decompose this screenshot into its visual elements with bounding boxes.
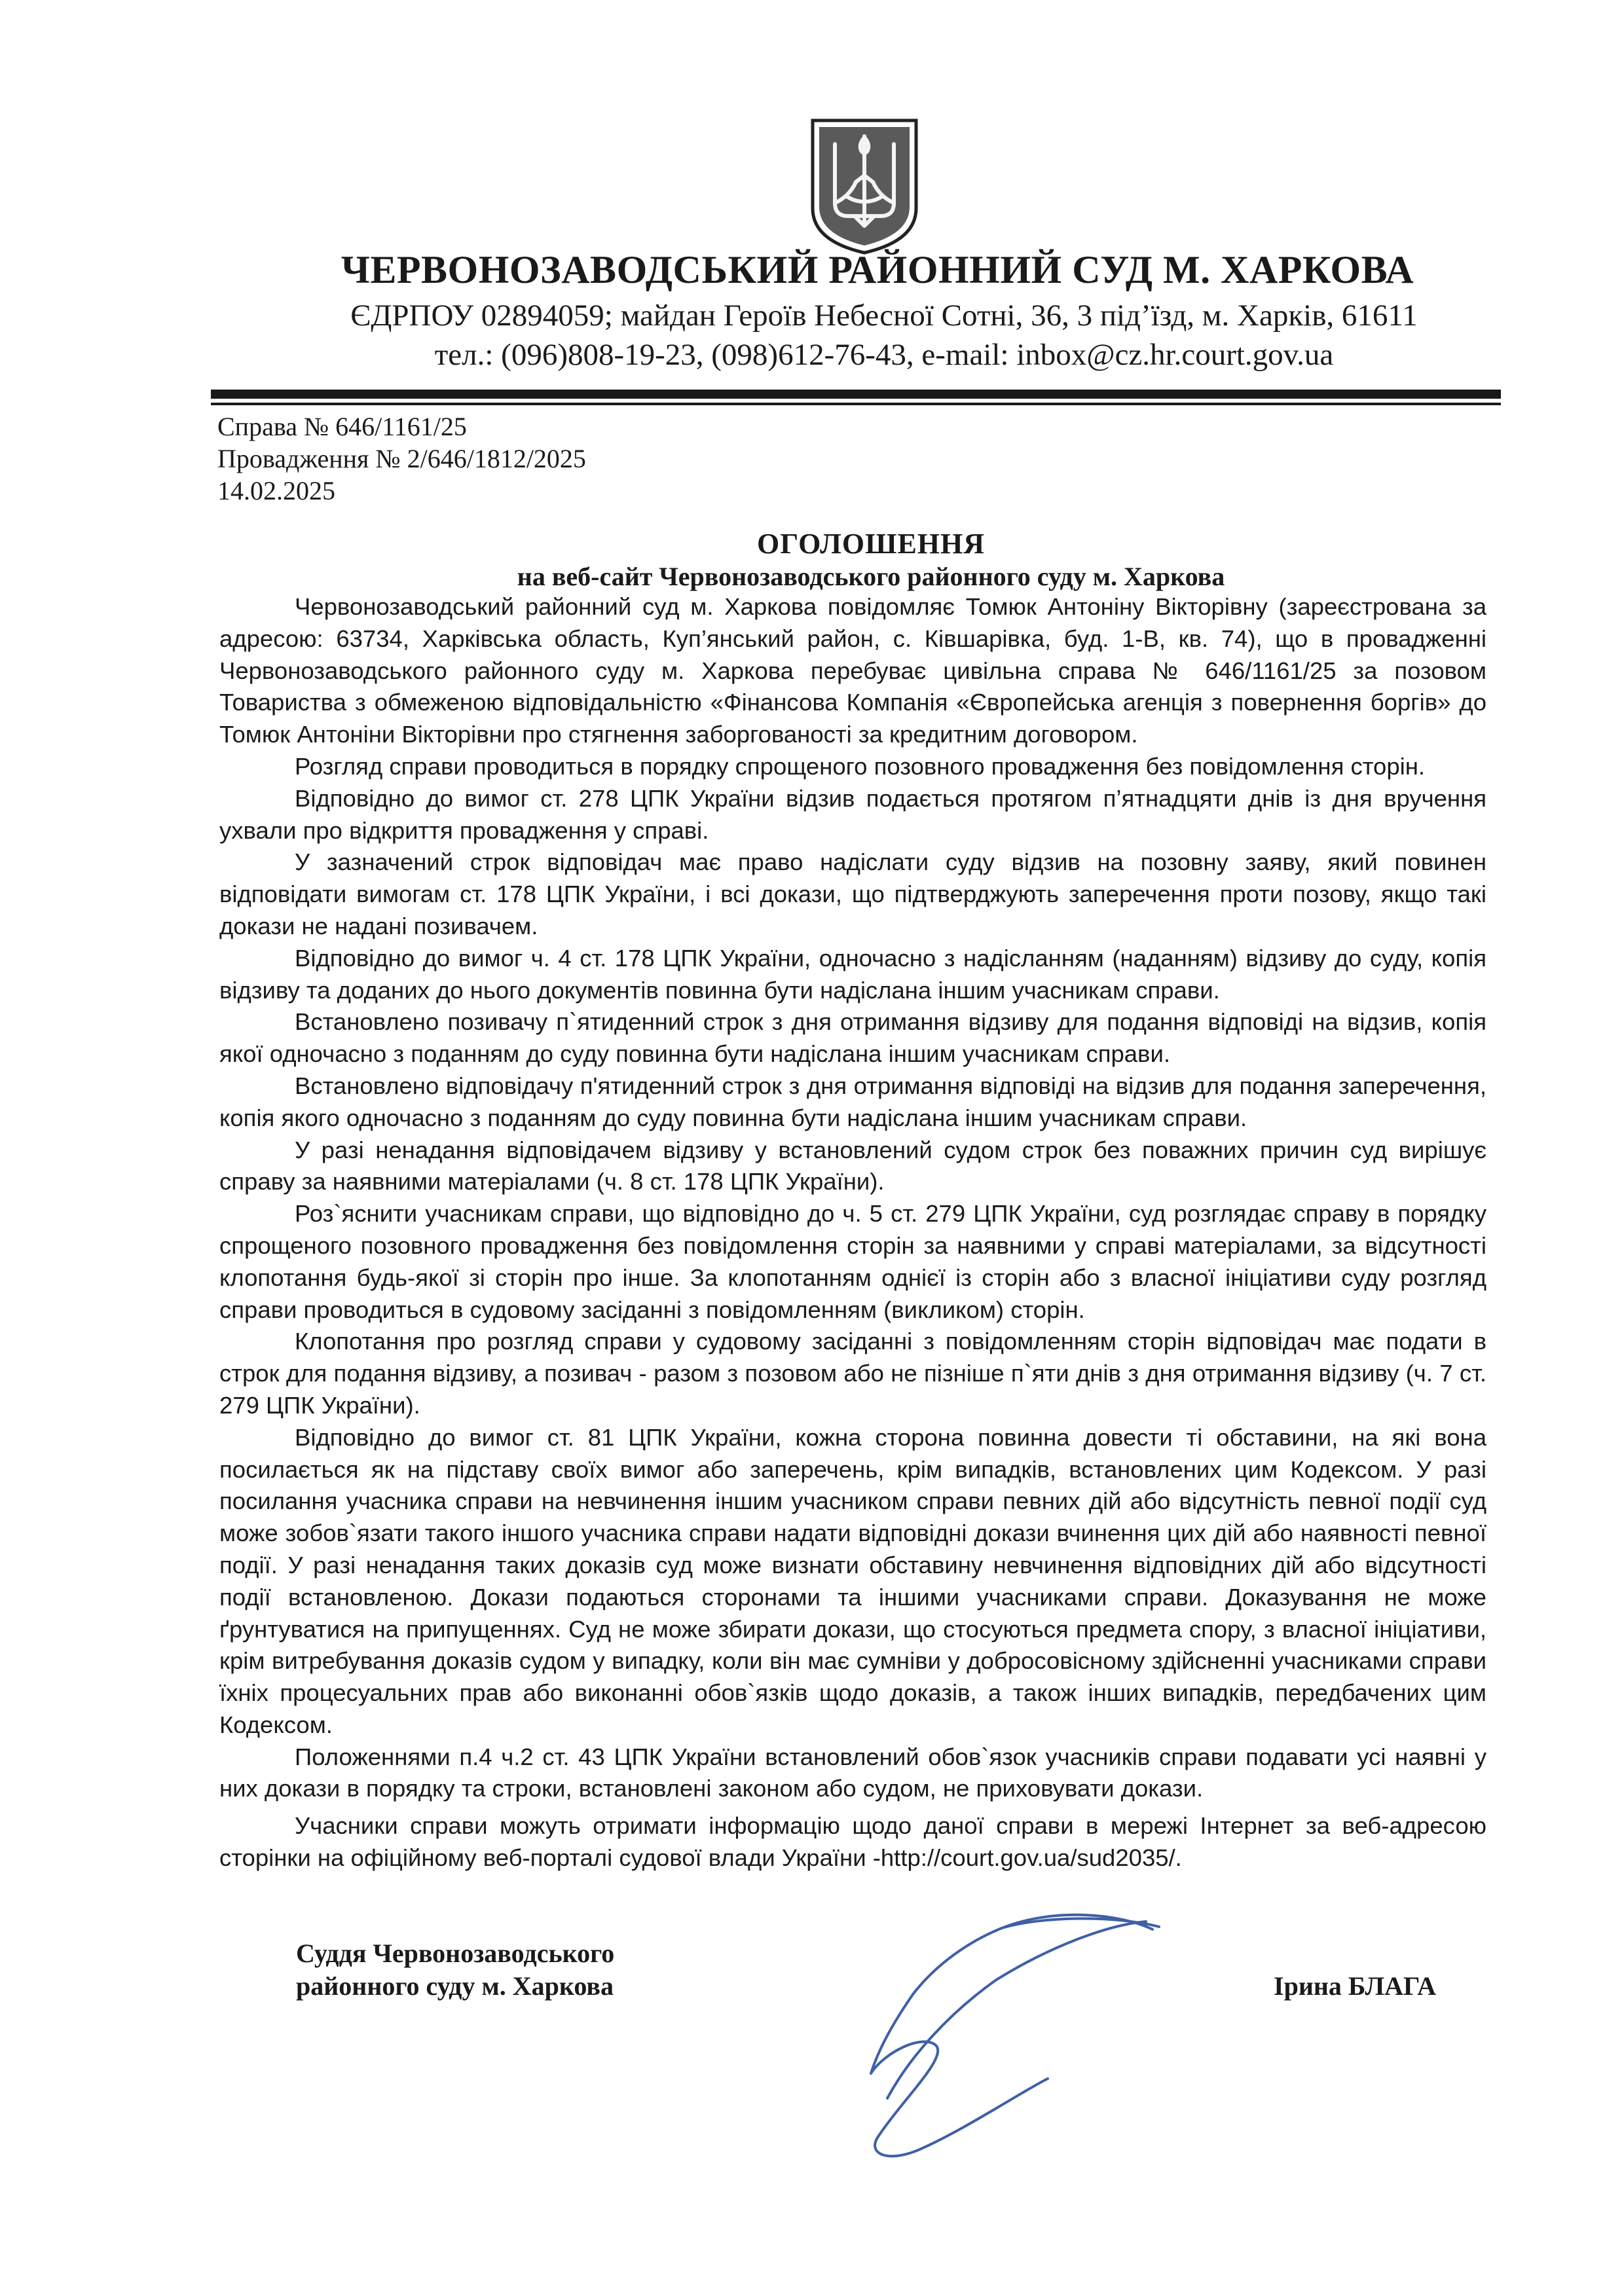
announcement-body — [219, 591, 1486, 1874]
court-name: ЧЕРВОНОЗАВОДСЬКИЙ РАЙОННИЙ СУД М. ХАРКОВА — [341, 248, 1414, 291]
paragraph: Клопотання про розгляд справи у судовому засіданні з повідомленням сторін відповідач має подати в строк для подання відзиву, а позивач - разом з позовом або не пізніше п`яти днів з дня отримання відзиву (ч. 7 ст. 279 ЦПК України). — [219, 1328, 1486, 1419]
paragraph: Відповідно до вимог ч. 4 ст. 178 ЦПК України, одночасно з надісланням (наданням) відзиву до суду, копія відзиву та доданих до нього документів повинна бути надіслана іншим учасникам справи. — [219, 944, 1486, 1004]
announcement-title: ОГОЛОШЕННЯ — [756, 528, 986, 560]
paragraph: Відповідно до вимог ст. 81 ЦПК України, кожна сторона повинна довести ті обставини, на які вона посилається як на підставу своїх вимог або заперечень, крім випадків, встановлених цим Кодексом. У разі посилання учасника справи на невчинення іншим учасником справи певних дій або відсутність певної події суд може зобов`язати такого іншого учасника справи надати відповідні докази вчинення цих дій або наявності певної події. У разі ненадання таких доказів суд може визнати обставину невчинення відповідних дій або відсутності події встановленою. Докази подаються сторонами та іншими учасниками справи. Доказування не може ґрунтуватися на припущеннях. Суд не може збирати докази, що стосуються предмета спору, з власної ініціативи, крім витребування доказів судом у випадку, коли він має сумніви у добросовісному здійсненні учасниками справи їхніх процесуальних прав або виконанні обов`язків щодо доказів, а також інших випадків, передбачених цим Кодексом. — [219, 1423, 1486, 1738]
paragraph: Учасники справи можуть отримати інформацію щодо даної справи в мережі Інтернет за веб-адресою сторінки на офіційному веб-порталі судової влади України -http://court.gov.ua/sud2035/. — [219, 1812, 1486, 1872]
paragraph: Розгляд справи проводиться в порядку спрощеного позовного провадження без повідомлення сторін. — [295, 752, 1426, 780]
paragraph: Червонозаводський районний суд м. Харкова повідомляє Томюк Антоніну Вікторівну (зареєстрована за адресою: 63734, Харківська область, Куп’янський район, с. Ківшарівка, буд. 1-В, кв. 74), що в провадженні Червонозаводського районного суду м. Харкова перебуває цивільна справа № 646/1161/25 за позовом Товариства з обмеженою відповідальністю «Фінансова Компанія «Європейська агенція з повернення боргів» до Томюк Антоніни Вікторівни про стягнення заборгованості за кредитним договором. — [219, 593, 1486, 748]
document-date: 14.02.2025 — [217, 476, 335, 505]
paragraph: Встановлено позивачу п`ятиденний строк з дня отримання відзиву для подання відповіді на відзив, копія якої одночасно з поданням до суду повинна бути надіслана іншим учасникам справи. — [219, 1008, 1486, 1068]
judge-position-line2: районного суду м. Харкова — [296, 1971, 614, 2001]
paragraph: Положеннями п.4 ч.2 ст. 43 ЦПК України встановлений обов`язок учасників справи подавати усі наявні у них докази в порядку та строки, встановлені законом або судом, не приховувати докази. — [219, 1743, 1486, 1802]
header-divider-thin — [211, 403, 1501, 405]
judge-position-line1: Суддя Червонозаводського — [296, 1939, 615, 1968]
court-address: ЄДРПОУ 02894059; майдан Героїв Небесної Сотні, 36, 3 під’їзд, м. Харків, 61611 — [350, 299, 1418, 333]
court-contacts: тел.: (096)808-19-23, (098)612-76-43, e-mail: inbox@cz.hr.court.gov.ua — [434, 338, 1334, 372]
paragraph: Відповідно до вимог ст. 278 ЦПК України відзив подається протягом п’ятнадцяти днів із дня вручення ухвали про відкриття провадження у справі. — [219, 784, 1486, 844]
paragraph: Встановлено відповідачу п'ятиденний строк з дня отримання відповіді на відзив для подання заперечення, копія якого одночасно з поданням до суду повинна бути надіслана іншим учасникам справи. — [219, 1072, 1486, 1131]
handwritten-signature-icon — [805, 1902, 1172, 2177]
paragraph: У зазначений строк відповідач має право надіслати суду відзив на позовну заяву, який повинен відповідати вимогам ст. 178 ЦПК України, і всі докази, що підтверджують заперечення проти позову, якщо такі докази не надані позивачем. — [219, 848, 1486, 939]
trident-emblem-icon — [809, 118, 920, 255]
announcement-subtitle: на веб-сайт Червонозаводського районного суду м. Харкова — [517, 562, 1225, 591]
paragraph: У разі ненадання відповідачем відзиву у встановлений судом строк без поважних причин суд вирішує справу за наявними матеріалами (ч. 8 ст. 178 ЦПК України). — [219, 1136, 1486, 1195]
header-divider-thick — [211, 390, 1501, 399]
judge-name: Ірина БЛАГА — [1274, 1971, 1437, 2001]
case-number: Справа № 646/1161/25 — [217, 412, 467, 441]
paragraph: Роз`яснити учасникам справи, що відповідно до ч. 5 ст. 279 ЦПК України, суд розглядає справу в порядку спрощеного позовного провадження без повідомлення сторін за наявними у справі матеріалами, за відсутності клопотання будь-якої зі сторін про інше. За клопотанням однієї із сторін або з власної ініціативи суду розгляд справи проводиться в судовому засіданні з повідомленням (викликом) сторін. — [219, 1200, 1486, 1323]
proceeding-number: Провадження № 2/646/1812/2025 — [217, 444, 586, 473]
